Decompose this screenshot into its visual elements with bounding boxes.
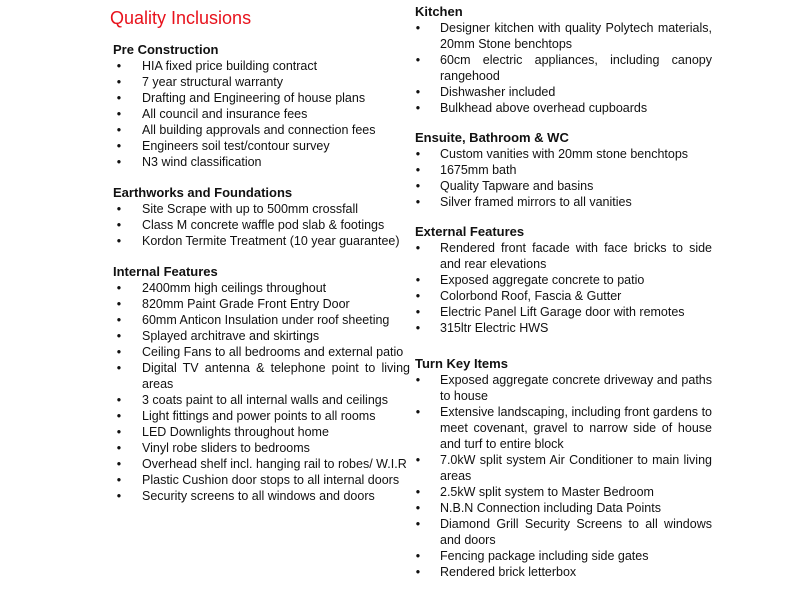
bullet-icon: • xyxy=(116,59,122,73)
list-item: • Kordon Termite Treatment (10 year guarantee) xyxy=(113,233,410,249)
list-item: • Quality Tapware and basins xyxy=(412,178,712,194)
list-item: • Diamond Grill Security Screens to all windows and doors xyxy=(412,516,712,548)
section-heading: Turn Key Items xyxy=(415,356,508,371)
bullet-icon: • xyxy=(415,517,421,531)
list-item: • Bulkhead above overhead cupboards xyxy=(412,100,712,116)
list-item: • Exposed aggregate concrete to patio xyxy=(412,272,712,288)
list-item: • N.B.N Connection including Data Points xyxy=(412,500,712,516)
section-external-features xyxy=(412,224,712,336)
bullet-icon: • xyxy=(116,393,122,407)
list-item: • All building approvals and connection fees xyxy=(113,122,410,138)
list-item: • 1675mm bath xyxy=(412,162,712,178)
bullet-icon: • xyxy=(116,75,122,89)
list-item: • 315ltr Electric HWS xyxy=(412,320,712,336)
section-heading: Internal Features xyxy=(113,264,218,279)
section-kitchen xyxy=(412,4,712,116)
bullet-icon: • xyxy=(415,195,421,209)
bullet-icon: • xyxy=(415,147,421,161)
bullet-icon: • xyxy=(415,485,421,499)
list-item: • HIA fixed price building contract xyxy=(113,58,410,74)
bullet-icon: • xyxy=(116,457,122,471)
section-pre-construction xyxy=(113,42,410,170)
list-item: • Digital TV antenna & telephone point to living areas xyxy=(113,360,410,392)
section-internal-features xyxy=(113,264,410,504)
section-heading: Earthworks and Foundations xyxy=(113,185,293,200)
bullet-icon: • xyxy=(116,234,122,248)
list-item: • Rendered front facade with face bricks to side and rear elevations xyxy=(412,240,712,272)
list-item: • Electric Panel Lift Garage door with remotes xyxy=(412,304,712,320)
bullet-icon: • xyxy=(116,139,122,153)
page-title: Quality Inclusions xyxy=(110,8,252,28)
list-item: • Ceiling Fans to all bedrooms and external patio xyxy=(113,344,410,360)
bullet-icon: • xyxy=(116,473,122,487)
bullet-icon: • xyxy=(116,123,122,137)
list-item: • Extensive landscaping, including front gardens to meet covenant, gravel to narrow side of house and turf to entire block xyxy=(412,404,712,452)
bullet-icon: • xyxy=(116,107,122,121)
bullet-icon: • xyxy=(415,53,421,67)
list-item: • 2.5kW split system to Master Bedroom xyxy=(412,484,712,500)
list-item: • Light fittings and power points to all rooms xyxy=(113,408,410,424)
left-column xyxy=(113,42,410,504)
bullet-icon: • xyxy=(415,85,421,99)
bullet-icon: • xyxy=(415,501,421,515)
section-heading: Ensuite, Bathroom & WC xyxy=(415,130,569,145)
list-item: • Rendered brick letterbox xyxy=(412,564,712,580)
list-item: • N3 wind classification xyxy=(113,154,410,170)
list-item: • Engineers soil test/contour survey xyxy=(113,138,410,154)
list-item: • 3 coats paint to all internal walls and ceilings xyxy=(113,392,410,408)
list-item: • Designer kitchen with quality Polytech materials, 20mm Stone benchtops xyxy=(412,20,712,52)
list-item: • 60cm electric appliances, including canopy rangehood xyxy=(412,52,712,84)
bullet-icon: • xyxy=(415,101,421,115)
bullet-icon: • xyxy=(116,361,122,375)
section-ensuite-bathroom xyxy=(412,130,712,210)
bullet-icon: • xyxy=(116,202,122,216)
list-item: • Dishwasher included xyxy=(412,84,712,100)
bullet-icon: • xyxy=(116,345,122,359)
list-item: • Vinyl robe sliders to bedrooms xyxy=(113,440,410,456)
right-column xyxy=(412,4,712,580)
bullet-icon: • xyxy=(415,273,421,287)
list-item: • Site Scrape with up to 500mm crossfall xyxy=(113,201,410,217)
bullet-icon: • xyxy=(116,155,122,169)
list-item: • Plastic Cushion door stops to all internal doors xyxy=(113,472,410,488)
bullet-icon: • xyxy=(415,373,421,387)
bullet-icon: • xyxy=(116,409,122,423)
list-item: • 820mm Paint Grade Front Entry Door xyxy=(113,296,410,312)
bullet-icon: • xyxy=(415,321,421,335)
bullet-icon: • xyxy=(415,241,421,255)
list-item: • Security screens to all windows and doors xyxy=(113,488,410,504)
list-item: • Custom vanities with 20mm stone benchtops xyxy=(412,146,712,162)
bullet-icon: • xyxy=(116,329,122,343)
bullet-icon: • xyxy=(116,297,122,311)
list-item: • 7 year structural warranty xyxy=(113,74,410,90)
list-item: • Silver framed mirrors to all vanities xyxy=(412,194,712,210)
bullet-icon: • xyxy=(415,179,421,193)
list-item: • 2400mm high ceilings throughout xyxy=(113,280,410,296)
list-item: • 60mm Anticon Insulation under roof sheeting xyxy=(113,312,410,328)
section-heading: Pre Construction xyxy=(113,42,219,57)
list-item: • 7.0kW split system Air Conditioner to main living areas xyxy=(412,452,712,484)
bullet-icon: • xyxy=(116,441,122,455)
section-heading: Kitchen xyxy=(415,4,463,19)
list-item: • All council and insurance fees xyxy=(113,106,410,122)
list-item: • LED Downlights throughout home xyxy=(113,424,410,440)
bullet-icon: • xyxy=(116,425,122,439)
bullet-icon: • xyxy=(116,281,122,295)
list-item: • Drafting and Engineering of house plans xyxy=(113,90,410,106)
bullet-icon: • xyxy=(415,565,421,579)
list-item: • Exposed aggregate concrete driveway and paths to house xyxy=(412,372,712,404)
bullet-icon: • xyxy=(116,489,122,503)
list-item: • Splayed architrave and skirtings xyxy=(113,328,410,344)
bullet-icon: • xyxy=(116,91,122,105)
bullet-icon: • xyxy=(415,305,421,319)
bullet-icon: • xyxy=(415,21,421,35)
bullet-icon: • xyxy=(415,405,421,419)
bullet-icon: • xyxy=(116,218,122,232)
bullet-icon: • xyxy=(415,289,421,303)
list-item: • Overhead shelf incl. hanging rail to robes/ W.I.R xyxy=(113,456,410,472)
list-item: • Colorbond Roof, Fascia & Gutter xyxy=(412,288,712,304)
bullet-icon: • xyxy=(415,549,421,563)
section-turn-key-items xyxy=(412,356,712,580)
list-item: • Class M concrete waffle pod slab & footings xyxy=(113,217,410,233)
section-earthworks xyxy=(113,185,410,249)
bullet-icon: • xyxy=(116,313,122,327)
bullet-icon: • xyxy=(415,163,421,177)
bullet-icon: • xyxy=(415,453,421,467)
section-heading: External Features xyxy=(415,224,525,239)
list-item: • Fencing package including side gates xyxy=(412,548,712,564)
